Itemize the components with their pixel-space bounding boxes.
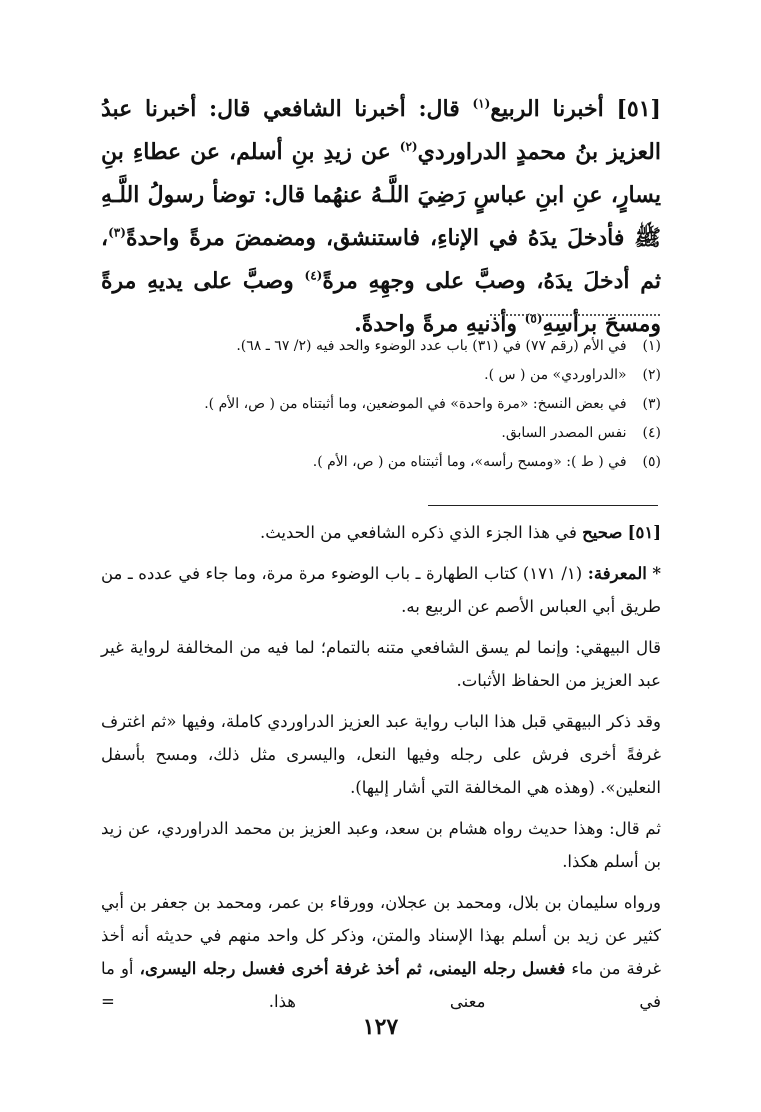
commentary-paragraph — [101, 516, 661, 549]
commentary-text: وقد ذكر البيهقي قبل هذا الباب رواية عبد العزيز الدراوردي كاملة، وفيها «ثم اغترف غرفةً أخرى فرش على رجله وفيها النعل، واليسرى مثل ذلك، ومسح بأسفل النعلين». (وهذه هي المخالفة التي أشار إليها). — [101, 712, 661, 797]
commentary-text: أو ما في معنى هذا. — [101, 959, 661, 1011]
commentary-paragraph — [101, 705, 661, 804]
footnote-number: (٤) — [642, 425, 661, 441]
footnote — [101, 361, 661, 390]
footnote-ref: (١) — [472, 96, 491, 111]
bullet-star: * — [652, 564, 661, 583]
footnote-number: (٢) — [642, 367, 661, 383]
footnote-text: في ( ط ): «ومسح رأسه»، وما أثبتناه من ( ص، الأم ). — [312, 454, 627, 470]
footnotes — [101, 332, 661, 477]
source-title: المعرفة: — [587, 564, 647, 583]
footnote-number: (١) — [642, 338, 661, 354]
commentary-paragraph — [101, 886, 661, 1018]
footnote — [101, 390, 661, 419]
hadith-text: وأذنيهِ مرةً واحدةً. — [354, 311, 517, 337]
commentary-text: ورواه سليمان بن بلال، ومحمد بن عجلان، وورقاء بن عمر، ومحمد بن جعفر بن أبي كثير عن زيد بن أسلم بهذا الإسناد والمتن، وذكر كل واحد منهم في حديثه أنه أخذ غرفة من ماء — [101, 893, 662, 978]
footnote — [101, 448, 661, 477]
commentary-text: قال البيهقي: وإنما لم يسق الشافعي متنه بالتمام؛ لما فيه من المخالفة لرواية غير عبد العزيز من الحفاظ الأثبات. — [101, 638, 661, 690]
footnote-ref: (٢) — [399, 139, 418, 154]
hadith-text: عن زيدِ بنِ أسلم، عن عطاءِ بنِ يسارٍ، عنِ ابنِ عباسٍ رَضِيَ اللَّـهُ عنهُما قال: توضأ رسولُ اللَّـهِ ﷺ فأدخلَ يدَهُ في الإناءِ، فاستنشق، ومضمضَ مرةً واحدةً — [101, 139, 661, 251]
hadith-number: [٥١] — [616, 96, 661, 122]
hadith-text: ، ثم أدخلَ يدَهُ، وصبَّ على وجهِهِ مرةً — [101, 225, 662, 294]
grading: صحيح — [582, 523, 623, 542]
footnote-ref: (٤) — [304, 268, 323, 283]
footnote-ref: (٣) — [108, 225, 126, 240]
continuation-mark: = — [101, 992, 115, 1011]
footnote-text: في الأم (رقم ٧٧) في (٣١) باب عدد الوضوء والحد فيه (٢/ ٦٧ ـ ٦٨). — [236, 338, 627, 354]
footnote-number: (٣) — [642, 396, 661, 412]
hadith-text: أخبرنا الربيع — [490, 96, 604, 122]
commentary-text: في هذا الجزء الذي ذكره الشافعي من الحديث. — [259, 523, 577, 542]
footnote — [101, 332, 661, 361]
commentary-separator — [428, 505, 658, 506]
hadith-paragraph — [101, 88, 661, 346]
page-number: ١٢٧ — [362, 1014, 399, 1040]
commentary-paragraph — [101, 631, 661, 697]
hadith-text: قال: أخبرنا الشافعي قال: أخبرنا عبدُ العزيز بنُ محمدٍ الدراوردي — [101, 96, 661, 165]
commentary — [101, 516, 661, 1026]
hadith-text: وصبَّ على يديهِ مرةً ومسحَ برأسِهِ — [101, 268, 661, 337]
footnote-number: (٥) — [642, 454, 661, 470]
footnote-text: «الدراوردي» من ( س ). — [484, 367, 627, 383]
commentary-paragraph — [101, 812, 661, 878]
hadith-block — [101, 88, 661, 346]
footnote — [101, 419, 661, 448]
commentary-text: ثم قال: وهذا حديث رواه هشام بن سعد، وعبد العزيز بن محمد الدراوردي، عن زيد بن أسلم هكذا. — [101, 819, 661, 871]
footnote-separator — [490, 314, 660, 316]
commentary-number: [٥١] — [627, 523, 661, 542]
footnote-text: نفس المصدر السابق. — [501, 425, 627, 441]
footnote-text: في بعض النسخ: «مرة واحدة» في الموضعين، وما أثبتناه من ( ص، الأم ). — [204, 396, 627, 412]
footnote-ref: (٥) — [524, 311, 543, 326]
commentary-text: (١/ ١٧١) كتاب الطهارة ـ باب الوضوء مرة مرة، وما جاء في عدده ـ من طريق أبي العباس الأصم عن الربيع به. — [101, 564, 661, 616]
commentary-bold-text: فغسل رجله اليمنى، ثم أخذ غرفة أخرى فغسل رجله اليسرى، — [139, 959, 566, 978]
commentary-paragraph — [101, 557, 661, 623]
